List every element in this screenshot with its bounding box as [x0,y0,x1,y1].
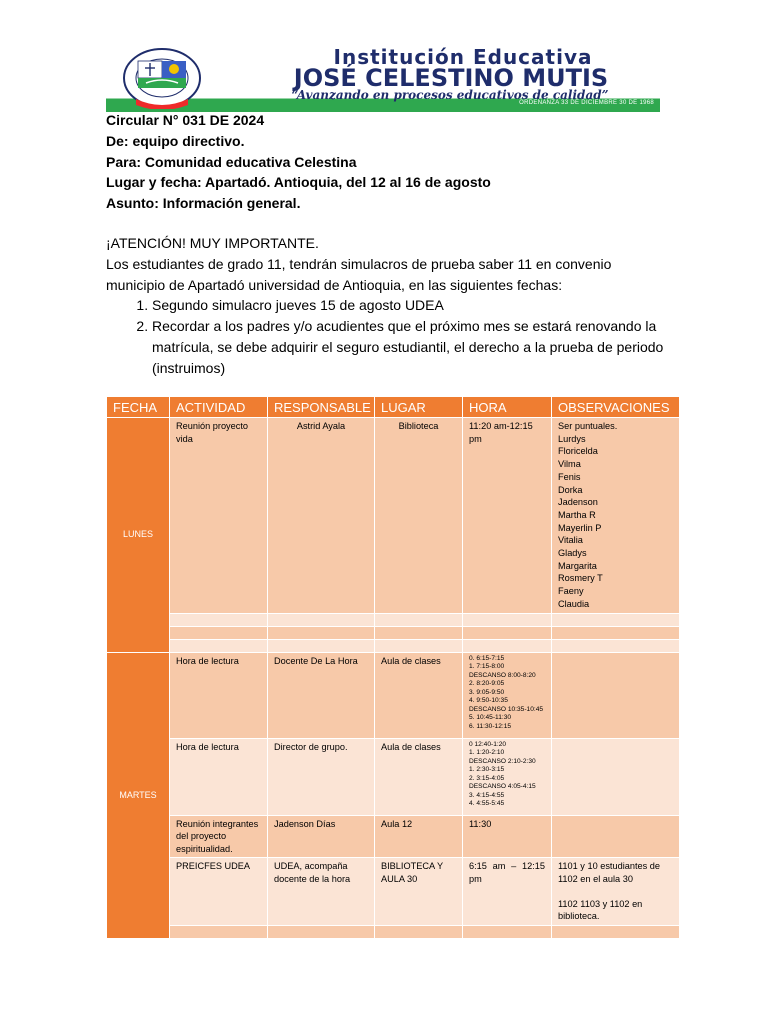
circular-subject: Asunto: Información general. [106,195,301,212]
day-lunes: LUNES [107,418,170,653]
table-row [107,418,680,614]
intro-paragraph: Los estudiantes de grado 11, tendrán simulacros de prueba saber 11 en convenio municipio de Apartadó universidad de Antioquia, en las siguientes fechas: [106,255,612,293]
observation-line: Lurdys [558,433,586,444]
table-row [107,738,680,815]
martes-place: Aula 12 [375,815,463,858]
martes-time: 11:30 [463,815,552,858]
table-row [107,626,680,639]
table-row [107,858,680,925]
institution-title: Institución Educativa [333,45,593,69]
institution-banner [106,44,660,112]
day-martes: MARTES [107,652,170,938]
observation-line: Jadenson [558,497,598,508]
martes-place: Aula de clases [375,738,463,815]
header-fecha: FECHA [107,397,170,418]
header-lugar: LUGAR [375,397,463,418]
martes-responsible: UDEA, acompaña docente de la hora [268,858,375,925]
school-name: JOSÉ CELESTINO MUTIS [293,64,609,92]
table-row [107,639,680,652]
header-actividad: ACTIVIDAD [170,397,268,418]
observation-line: Vitalia [558,535,583,546]
attention-line: ¡ATENCIÓN! MUY IMPORTANTE. [106,235,319,251]
header-hora: HORA [463,397,552,418]
observation-line: Mayerlin P [558,522,602,533]
martes-time: 0. 6:15-7:15 1. 7:15-8:00 DESCANSO 8:00-8:20 2. 8:20-9:05 3. 9:05-9:50 4. 9:50-10:35 DESCANSO 10:35-10:45 5. 10:45-11:30 6. 11:30-12:15 [463,652,552,738]
martes-activity: Reunión integrantes del proyecto espiritualidad. [170,815,268,858]
observation-line: Martha R [558,509,596,520]
circular-body [106,233,666,379]
observation-line: Fenis [558,471,581,482]
circular-to: Para: Comunidad educativa Celestina [106,153,357,170]
martes-place: Aula de clases [375,652,463,738]
observation-line: Vilma [558,459,581,470]
observation-line: Faeny [558,586,584,597]
martes-responsible: Docente De La Hora [268,652,375,738]
observation-line: Rosmery T [558,573,603,584]
table-row [107,652,680,738]
martes-time: 0 12:40-1:20 1. 1:20-2:10 DESCANSO 2:10-2:30 1. 2:30-3:15 2. 3:15-4:05 DESCANSO 4:05-4:15 3. 4:15-4:55 4. 4:55-5:45 [463,738,552,815]
lunes-time: 11:20 am-12:15 pm [463,418,552,614]
martes-observations: 1101 y 10 estudiantes de 1102 en el aula 30 1102 1103 y 1102 en biblioteca. [552,858,680,925]
list-item: 2. Recordar a los padres y/o acudientes que el próximo mes se estará renovando la matrícula, se debe adquirir el seguro estudiantil, el derecho a la prueba de periodo (instruimos) [152,316,666,378]
observation-line: Margarita [558,560,597,571]
circular-number: Circular N° 031 DE 2024 [106,112,265,128]
lunes-activity: Reunión proyecto vida [170,418,268,614]
table-header-row [107,397,680,418]
lunes-responsible: Astrid Ayala [268,418,375,614]
observation-line: Ser puntuales. [558,421,618,431]
martes-responsible: Jadenson Días [268,815,375,858]
lunes-observations [552,418,680,614]
table-row [107,815,680,858]
circular-meta [106,110,491,214]
ordenanza-text: ORDENANZA 33 DE DICIEMBRE 30 DE 1968 [519,100,654,106]
observation-line: Floricelda [558,446,598,457]
dates-list [106,295,666,378]
lunes-place: Biblioteca [375,418,463,614]
martes-activity: Hora de lectura [170,738,268,815]
schedule-table [106,396,680,939]
martes-activity: PREICFES UDEA [170,858,268,925]
table-row [107,613,680,626]
observation-line: Claudia [558,598,590,609]
observation-line: Gladys [558,548,587,559]
header-observaciones: OBSERVACIONES [552,397,680,418]
list-item: 1. Segundo simulacro jueves 15 de agosto UDEA [152,295,666,316]
table-row [107,925,680,938]
circular-place-date: Lugar y fecha: Apartadó. Antioquia, del 12 al 16 de agosto [106,174,491,191]
martes-time: 6:15 am – 12:15 pm [463,858,552,925]
school-seal-icon [116,47,212,109]
martes-place: BIBLIOTECA Y AULA 30 [375,858,463,925]
circular-from: De: equipo directivo. [106,132,245,149]
martes-activity: Hora de lectura [170,652,268,738]
observation-line: Dorka [558,484,583,495]
martes-responsible: Director de grupo. [268,738,375,815]
header-responsable: RESPONSABLE [268,397,375,418]
school-slogan: “Avanzando en procesos educativos de calidad” [291,88,609,102]
